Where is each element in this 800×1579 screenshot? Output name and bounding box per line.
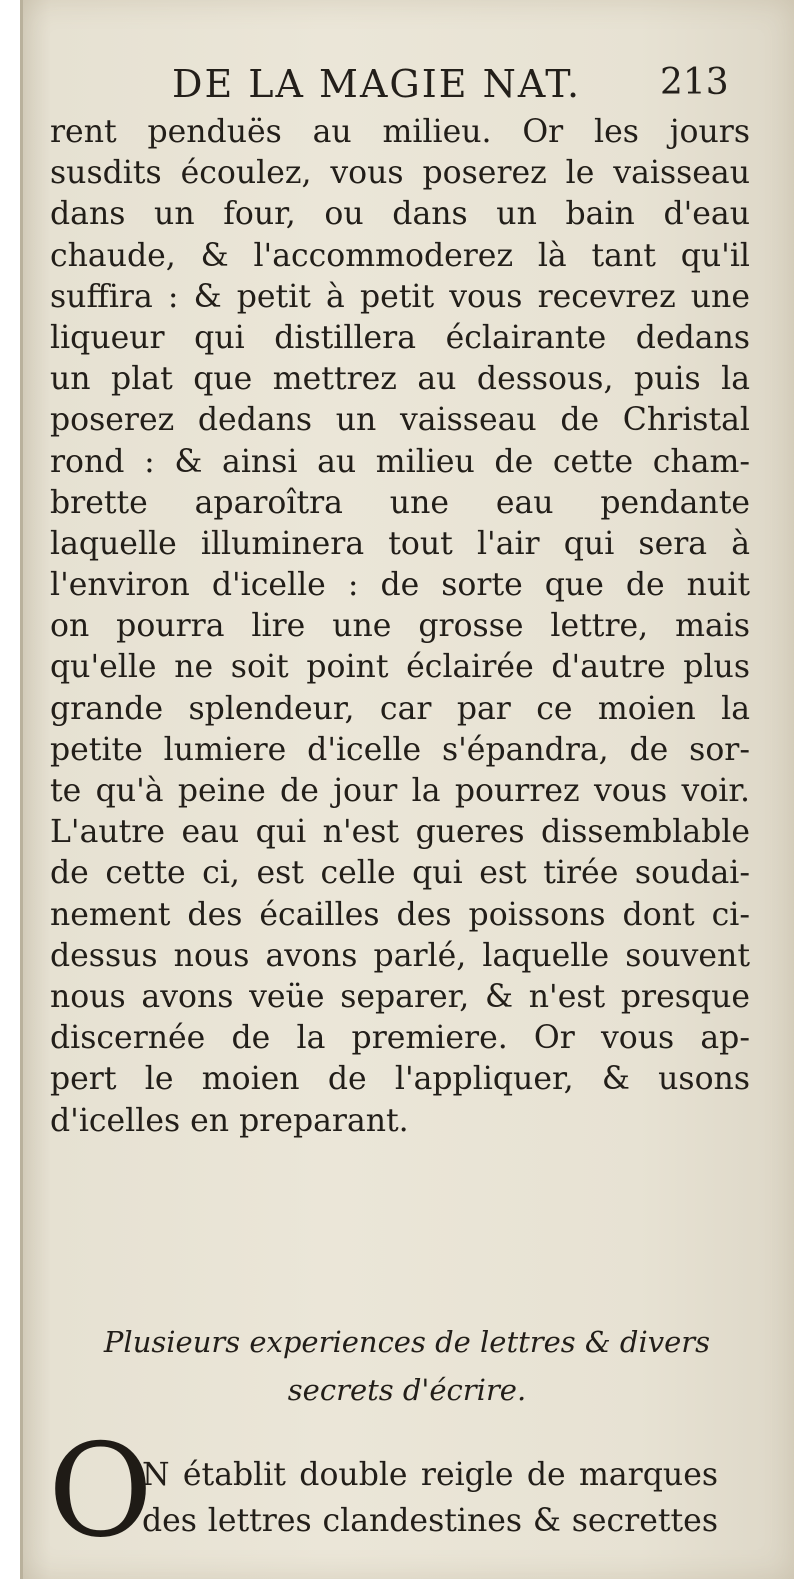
section-heading: [20, 1318, 794, 1414]
text-line: nement des écailles des poissons dont ci-: [50, 896, 750, 933]
text-line: petite lumiere d'icelle s'épandra, de sor-: [50, 731, 750, 768]
text-line: pert le moien de l'appliquer, & usons: [50, 1061, 750, 1098]
page-header: [20, 60, 794, 110]
drop-cap-initial: O: [48, 1417, 153, 1566]
text-line: un plat que mettrez au dessous, puis la: [50, 361, 750, 398]
section-heading-line: secrets d'écrire.: [287, 1373, 527, 1407]
text-line: laquelle illuminera tout l'air qui sera à: [50, 525, 750, 562]
text-line: de cette ci, est celle qui est tirée soudai-: [50, 855, 750, 892]
running-head: DE LA MAGIE NAT.: [172, 62, 582, 106]
text-line: liqueur qui distillera éclairante dedans: [50, 319, 750, 356]
paper-page: [20, 0, 794, 1579]
text-line: rond : & ainsi au milieu de cette cham-: [50, 443, 750, 480]
text-line: te qu'à peine de jour la pourrez vous voir.: [50, 773, 750, 809]
first-paragraph: [50, 112, 750, 1142]
text-line: chaude, & l'accommoderez là tant qu'il: [50, 237, 750, 274]
section-heading-line: Plusieurs experiences de lettres & divers: [103, 1325, 711, 1359]
text-line: L'autre eau qui n'est gueres dissemblable: [50, 814, 750, 851]
text-line: grande splendeur, car par ce moien la: [50, 690, 750, 727]
text-line: on pourra lire une grosse lettre, mais: [50, 608, 750, 645]
page-number: 213: [660, 62, 729, 103]
text-line: N établit double reigle de marques: [142, 1457, 718, 1493]
text-line: brette aparoîtra une eau pendante: [50, 484, 750, 521]
text-line: susdits écoulez, vous poserez le vaisseau: [50, 155, 750, 192]
text-line: nous avons veüe separer, & n'est presque: [50, 978, 750, 1015]
text-line: d'icelles en preparant.: [50, 1102, 409, 1139]
text-line: rent penduës au milieu. Or les jours: [50, 114, 750, 150]
text-line: poserez dedans un vaisseau de Christal: [50, 402, 750, 439]
text-line: discernée de la premiere. Or vous ap-: [50, 1020, 750, 1057]
page-edge: [20, 0, 23, 1579]
text-line: qu'elle ne soit point éclairée d'autre plus: [50, 649, 750, 686]
text-line: suffira : & petit à petit vous recevrez une: [50, 278, 750, 315]
second-paragraph: [142, 1452, 718, 1544]
text-line: dans un four, ou dans un bain d'eau: [50, 196, 750, 233]
text-line: des lettres clandestines & secrettes: [142, 1503, 718, 1539]
text-line: dessus nous avons parlé, laquelle souvent: [50, 937, 750, 974]
text-line: l'environ d'icelle : de sorte que de nuit: [50, 567, 750, 604]
